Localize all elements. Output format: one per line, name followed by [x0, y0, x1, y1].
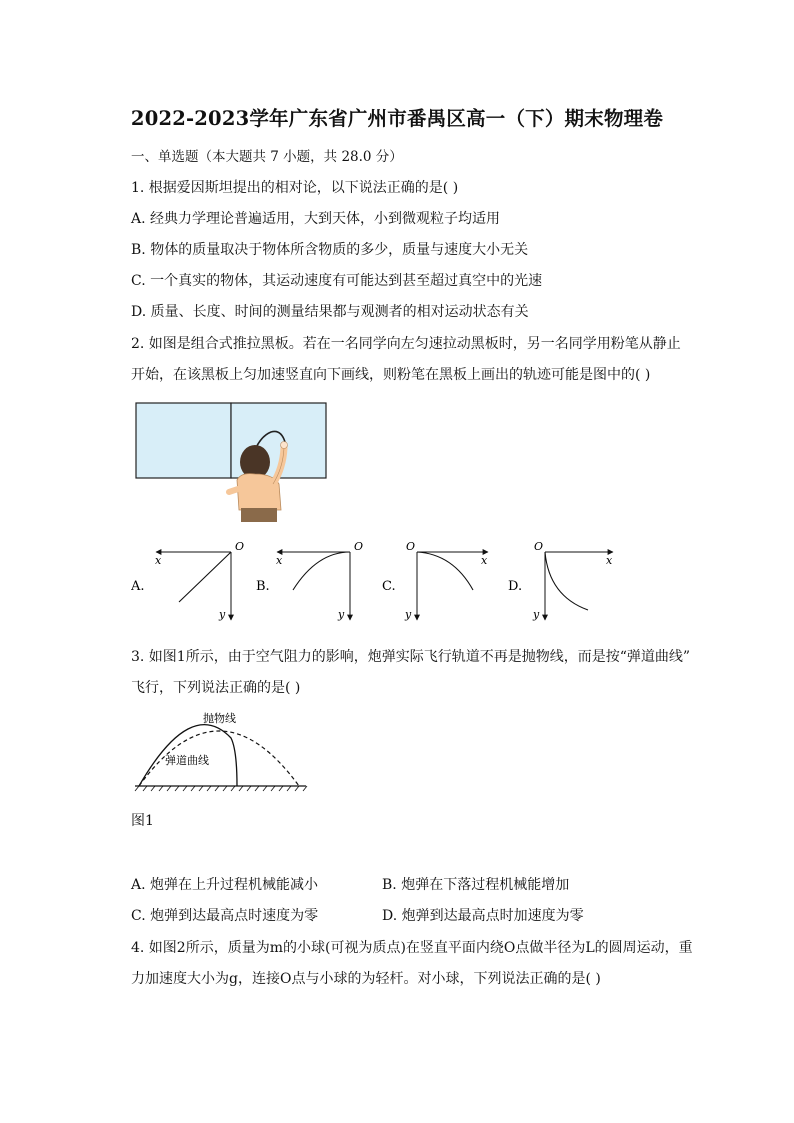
graph-d [508, 540, 613, 621]
origin-label: O [354, 540, 364, 553]
graph-a [131, 540, 244, 621]
option-label-b: B. [256, 579, 270, 594]
y-axis-label: y [338, 608, 345, 621]
trajectory-figure-1 [131, 706, 311, 796]
q3-stem-line1: 3. 如图1所示，由于空气阻力的影响，炮弹实际飞行轨道不再是抛物线，而是按“弹道曲线” [131, 649, 691, 665]
blackboard-figure [131, 398, 331, 524]
curve-a [179, 552, 231, 602]
curve-c [417, 552, 473, 590]
figure-1-caption: 图1 [131, 813, 154, 829]
graph-b [256, 540, 363, 621]
q3-option-c: C. 炮弹到达最高点时速度为零 [131, 908, 319, 924]
parabola-label: 抛物线 [203, 712, 236, 725]
ballistic-curve-label: 弹道曲线 [165, 754, 209, 767]
parabola-curve [139, 731, 299, 786]
section-heading: 一、单选题（本大题共 7 小题，共 28.0 分） [131, 149, 403, 165]
option-label-c: C. [382, 579, 396, 594]
q3-stem-line2: 飞行，下列说法正确的是( ) [131, 680, 301, 696]
q1-option-b: B. 物体的质量取决于物体所含物质的多少，质量与速度大小无关 [131, 242, 529, 258]
page-title: 2022-2023学年广东省广州市番禺区高一（下）期末物理卷 [130, 107, 664, 130]
curve-b [293, 552, 350, 590]
graph-c [382, 540, 488, 621]
origin-label: O [534, 540, 544, 553]
option-label-a: A. [131, 579, 145, 594]
q4-stem-line1: 4. 如图2所示，质量为m的小球(可视为质点)在竖直平面内绕O点做半径为L的圆周运动，重 [131, 940, 693, 956]
q2-stem-line2: 开始，在该黑板上匀加速竖直向下画线，则粉笔在黑板上画出的轨迹可能是图中的( ) [131, 367, 651, 383]
q2-stem-line1: 2. 如图是组合式推拉黑板。若在一名同学向左匀速拉动黑板时，另一名同学用粉笔从静止 [131, 336, 681, 352]
option-label-d: D. [508, 579, 523, 594]
q1-option-a: A. 经典力学理论普遍适用，大到天体，小到微观粒子均适用 [131, 211, 501, 227]
board-left-panel [136, 403, 231, 478]
trajectory-graphs [131, 540, 631, 625]
ground-hatching [135, 786, 307, 791]
q1-stem: 1. 根据爱因斯坦提出的相对论，以下说法正确的是( ) [131, 180, 459, 196]
q3-option-d: D. 炮弹到达最高点时加速度为零 [382, 908, 584, 924]
q4-stem-line2: 力加速度大小为g，连接O点与小球的为轻杆。对小球，下列说法正确的是( ) [131, 971, 601, 987]
q3-option-a: A. 炮弹在上升过程机械能减小 [131, 877, 319, 893]
y-axis-label: y [219, 608, 226, 621]
q1-option-c: C. 一个真实的物体，其运动速度有可能达到甚至超过真空中的光速 [131, 273, 543, 289]
x-axis-label: x [155, 554, 162, 567]
y-axis-label: y [533, 608, 540, 621]
q3-option-b: B. 炮弹在下落过程机械能增加 [382, 877, 570, 893]
curve-d [545, 552, 588, 610]
y-axis-label: y [405, 608, 412, 621]
origin-label: O [235, 540, 245, 553]
x-axis-label: x [276, 554, 283, 567]
x-axis-label: x [481, 554, 488, 567]
x-axis-label: x [606, 554, 613, 567]
q1-option-d: D. 质量、长度、时间的测量结果都与观测者的相对运动状态有关 [131, 304, 529, 320]
origin-label: O [406, 540, 416, 553]
